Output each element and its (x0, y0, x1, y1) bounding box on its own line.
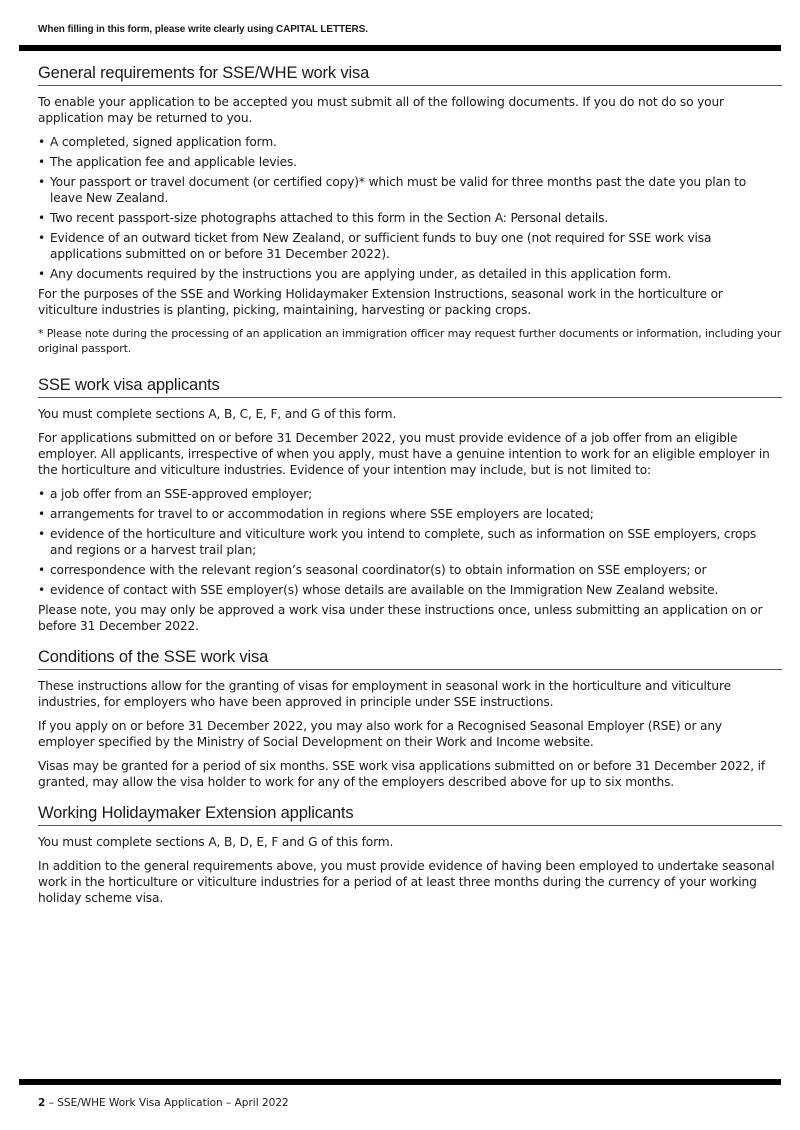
section-title: General requirements for SSE/WHE work visa (38, 62, 782, 86)
footnote: * Please note during the processing of an application an immigration officer may request further documents or information, including your original passport. (38, 327, 782, 355)
document-body (38, 62, 782, 914)
list-item: • a job offer from an SSE-approved employer; (38, 486, 782, 502)
list-item: • arrangements for travel to or accommodation in regions where SSE employers are located; (38, 506, 782, 522)
page-footer (38, 1097, 289, 1109)
header-divider (19, 45, 781, 51)
paragraph: Please note, you may only be approved a work visa under these instructions once, unless submitting an application on or before 31 December 2022. (38, 603, 763, 633)
paragraph: For applications submitted on or before 31 December 2022, you must provide evidence of a job offer from an eligible employer. All applicants, irrespective of when you apply, must have a genuine intention to work for an eligible employer in the horticulture and viticulture industries. Evidence of your intention may include, but is not limited to: (38, 431, 770, 477)
paragraph: For the purposes of the SSE and Working Holidaymaker Extension Instructions, seasonal work in the horticulture or viticulture industries is planting, picking, maintaining, harvesting or packing crops. (38, 287, 723, 317)
list-item: • Any documents required by the instructions you are applying under, as detailed in this application form. (38, 266, 782, 282)
paragraph: If you apply on or before 31 December 2022, you may also work for a Recognised Seasonal Employer (RSE) or any employer specified by the Ministry of Social Development on their Work and Income website. (38, 719, 722, 749)
section-title: Conditions of the SSE work visa (38, 646, 782, 670)
form-instruction: When filling in this form, please write clearly using CAPITAL LETTERS. (38, 24, 368, 35)
list-item: • Two recent passport-size photographs attached to this form in the Section A: Personal details. (38, 210, 782, 226)
paragraph: To enable your application to be accepted you must submit all of the following documents. If you do not do so your application may be returned to you. (38, 95, 724, 125)
paragraph: Visas may be granted for a period of six months. SSE work visa applications submitted on or before 31 December 2022, if granted, may allow the visa holder to work for any of the employers described above for up to six months. (38, 759, 766, 789)
paragraph: In addition to the general requirements above, you must provide evidence of having been employed to undertake seasonal work in the horticulture or viticulture industries for a period of at least three months during the currency of your working holiday scheme visa. (38, 859, 775, 905)
list-item: • A completed, signed application form. (38, 134, 782, 150)
footer-text: – SSE/WHE Work Visa Application – April 2022 (45, 1097, 289, 1109)
paragraph: These instructions allow for the granting of visas for employment in seasonal work in the horticulture and viticulture industries, for employers who have been approved in principle under SSE instructions. (38, 679, 731, 709)
page-number: 2 (38, 1097, 46, 1109)
list-item: • Your passport or travel document (or certified copy)* which must be valid for three months past the date you plan to leave New Zealand. (38, 174, 782, 206)
footer-divider (19, 1079, 781, 1085)
paragraph: You must complete sections A, B, D, E, F and G of this form. (38, 835, 394, 849)
section-title: SSE work visa applicants (38, 374, 782, 398)
list-item: • The application fee and applicable levies. (38, 154, 782, 170)
requirements-list (38, 134, 782, 282)
list-item: • Evidence of an outward ticket from New Zealand, or sufficient funds to buy one (not required for SSE work visa applications submitted on or before 31 December 2022). (38, 230, 782, 262)
evidence-list (38, 486, 782, 598)
section-title: Working Holidaymaker Extension applicants (38, 802, 782, 826)
paragraph: You must complete sections A, B, C, E, F, and G of this form. (38, 407, 397, 421)
list-item: • evidence of contact with SSE employer(s) whose details are available on the Immigration New Zealand website. (38, 582, 782, 598)
list-item: • evidence of the horticulture and viticulture work you intend to complete, such as information on SSE employers, crops and regions or a harvest trail plan; (38, 526, 782, 558)
list-item: • correspondence with the relevant region’s seasonal coordinator(s) to obtain information on SSE employers; or (38, 562, 782, 578)
